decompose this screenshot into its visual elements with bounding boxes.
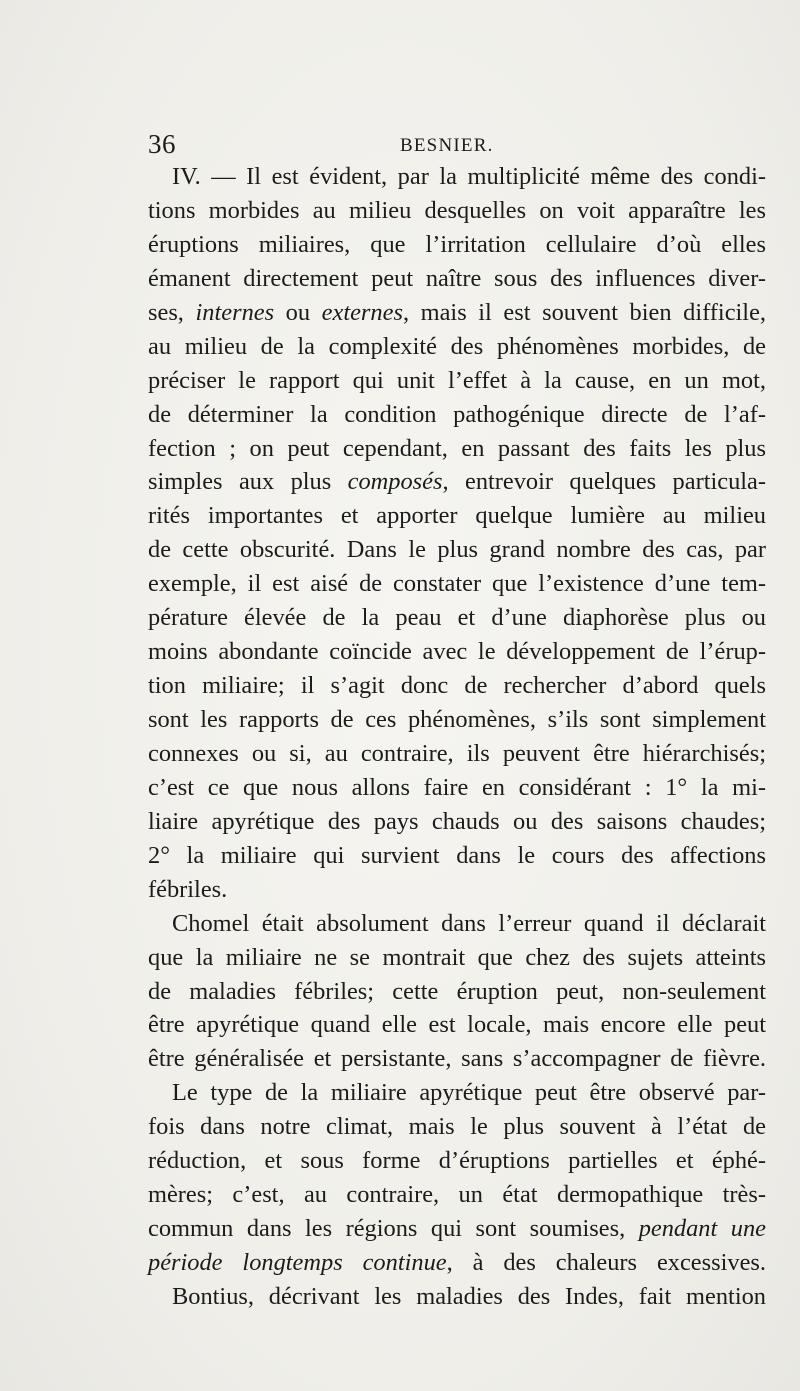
text-line: IV. — Il est évident, par la multiplicité même des condi- [172,163,766,190]
text-line: période longtemps continue, à des chaleurs excessives. [148,1249,766,1276]
text-line: de déterminer la condition pathogénique directe de l’af- [148,400,766,428]
page-number: 36 [148,129,176,159]
text-line: mères; c’est, au contraire, un état dermopathique très- [148,1181,766,1209]
text-line: sont les rapports de ces phénomènes, s’ils sont simplement [148,706,766,733]
italic-term: internes [195,298,275,326]
italic-term: période longtemps continue [148,1249,447,1276]
text-line: émanent directement peut naître sous des influences diver- [148,264,766,292]
text-line: ses, internes ou externes, mais il est souvent bien difficile, [148,298,766,326]
text-line: de cette obscurité. Dans le plus grand nombre des cas, par [148,536,766,564]
running-head [148,126,766,162]
text-line: tions morbides au milieu desquelles on voit apparaître les [148,196,766,224]
text-line: moins abondante coïncide avec le développement de l’érup- [148,638,766,666]
italic-term: externes [321,298,403,326]
text-line: au milieu de la complexité des phénomènes morbides, de [148,332,766,360]
text-line: connexes ou si, au contraire, ils peuvent être hiérarchisés; [148,739,766,767]
text-line: fébriles. [148,875,228,903]
text-line: tion miliaire; il s’agit donc de rechercher d’abord quels [148,672,766,700]
text-line: être généralisée et persistante, sans s’accompagner de fièvre. [148,1045,766,1073]
text-line: de maladies fébriles; cette éruption peut, non-seulement [148,977,766,1005]
text-line: exemple, il est aisé de constater que l’existence d’une tem- [148,570,766,598]
text-line: rités importantes et apporter quelque lumière au milieu [148,502,766,530]
text-line: être apyrétique quand elle est locale, mais encore elle peut [148,1011,766,1039]
text-line: 2° la miliaire qui survient dans le cours des affections [148,841,766,869]
text-line: Le type de la miliaire apyrétique peut être observé par- [172,1079,766,1107]
italic-term: pendant une [638,1215,766,1243]
text-line: c’est ce que nous allons faire en considérant : 1° la mi- [148,773,766,801]
italic-term: composés [347,468,443,496]
text-line: pérature élevée de la peau et d’une diaphorèse plus ou [148,604,766,632]
text-line: que la miliaire ne se montrait que chez des sujets atteints [148,943,766,971]
text-line: commun dans les régions qui sont soumises, pendant une [148,1215,766,1243]
text-line: liaire apyrétique des pays chauds ou des saisons chaudes; [148,807,766,835]
text-line: fois dans notre climat, mais le plus souvent à l’état de [148,1113,766,1141]
running-title: BESNIER. [400,135,494,156]
text-line: Chomel était absolument dans l’erreur quand il déclarait [172,909,766,937]
text-line: éruptions miliaires, que l’irritation cellulaire d’où elles [148,230,766,258]
text-line: simples aux plus composés, entrevoir quelques particula- [148,468,766,496]
text-line: préciser le rapport qui unit l’effet à la cause, en un mot, [148,366,766,394]
body-text [148,160,766,1314]
text-line: réduction, et sous forme d’éruptions partielles et éphé- [148,1147,766,1175]
text-line: Bontius, décrivant les maladies des Indes, fait mention [172,1282,766,1310]
text-line: fection ; on peut cependant, en passant des faits les plus [148,434,766,462]
